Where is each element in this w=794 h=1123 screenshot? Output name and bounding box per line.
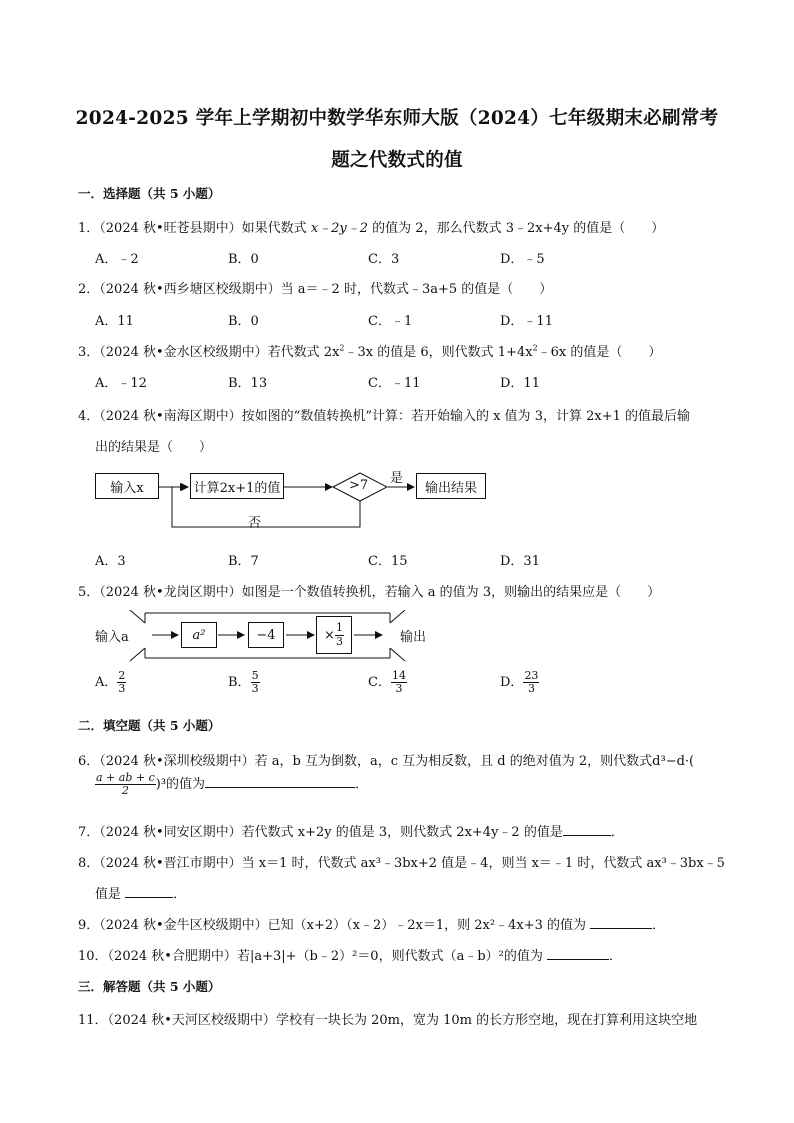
option-b: B．13 [228, 376, 268, 391]
question-source: （2024 秋•深圳校级期中） [99, 754, 255, 769]
question-9: 9．（2024 秋•金牛区校级期中）已知（x+2）（x﹣2）﹣2x＝1，则 2x²﹣4x+3 的值为 ． [78, 918, 666, 933]
option-d: D．﹣11 [500, 314, 553, 329]
fraction: $\frac{14}{3}$ [391, 669, 406, 696]
question-text: 如果代数式 [241, 221, 311, 236]
exponent: 2 [339, 343, 345, 353]
fraction: $\frac{2}{3}$ [118, 669, 126, 696]
question-4-continued: 出的结果是（ ） [95, 440, 213, 455]
option-b: B．0 [228, 252, 259, 267]
document-title-line2: 题之代数式的值 [331, 150, 463, 171]
question-2 [78, 278, 552, 297]
question-number: 10． [78, 949, 108, 964]
fraction: $\frac{1}{3}$ [335, 621, 343, 648]
exponent: 2 [532, 343, 538, 353]
option-a: A．﹣2 [95, 252, 139, 267]
question-text: 当 x＝1 时，代数式 ax³﹣3bx+2 值是﹣4，则当 x＝﹣1 时，代数式 ax³﹣3bx﹣5 [241, 856, 725, 871]
question-number: 3． [78, 345, 100, 360]
question-source: （2024 秋•龙岗区期中） [99, 585, 242, 600]
section-heading-answer: 三．解答题（共 5 小题） [78, 979, 221, 994]
question-number: 8． [78, 856, 100, 871]
question-1 [78, 217, 664, 236]
square-step-box: a² [181, 622, 217, 648]
option-c: C．3 [368, 252, 400, 267]
question-text: 的值为 2，那么代数式 3﹣2x+4y 的值是（ ） [368, 221, 665, 236]
answer-blank[interactable] [205, 787, 355, 788]
question-source: （2024 秋•西乡塘区校级期中） [99, 282, 281, 297]
question-number: 2． [78, 282, 100, 297]
option-b: B．0 [228, 314, 259, 329]
section-heading-fill: 二．填空题（共 5 小题） [78, 718, 221, 733]
option-b: B．7 [228, 554, 259, 569]
question-number: 9． [78, 918, 100, 933]
output-box: 输出结果 [416, 473, 486, 499]
question-text: 按如图的“数值转换机”计算：若开始输入的 x 值为 3，计算 2x+1 的值最后输 [241, 409, 690, 424]
input-box: 输入x [95, 473, 159, 499]
question-text: 若|a+3|+（b﹣2）²＝0，则代数式（a﹣b）²的值为 [236, 949, 543, 964]
question-6 [78, 750, 694, 769]
output-label: 输出 [400, 630, 427, 645]
option-d: D．11 [500, 376, 540, 391]
question-text: ﹣3x 的值是 6，则代数式 1+4x [344, 345, 533, 360]
question-source: （2024 秋•旺苍县期中） [99, 221, 242, 236]
question-4 [78, 405, 690, 424]
question-3 [78, 341, 661, 360]
yes-label: 是 [390, 471, 404, 486]
option-a: A．11 [95, 314, 134, 329]
document-title-line1: 2024-2025 学年上学期初中数学华东师大版（2024）七年级期末必刷常考 [75, 108, 719, 129]
question-text: 已知（x+2）（x﹣2）﹣2x＝1，则 2x²﹣4x+3 的值为 [267, 918, 586, 933]
fraction: $\frac{a + ab + c}{2}$ [96, 771, 155, 798]
compute-box: 计算2x+1的值 [190, 473, 284, 499]
question-11 [78, 1009, 697, 1028]
answer-blank[interactable] [563, 835, 611, 836]
question-text: ﹣6x 的值是（ ） [537, 345, 662, 360]
question-7: 7．（2024 秋•同安区期中）若代数式 x+2y 的值是 3，则代数式 2x+4y﹣2 的值是 ． [78, 825, 624, 840]
option-d: D．31 [500, 554, 540, 569]
question-source: （2024 秋•南海区期中） [99, 409, 242, 424]
question-source: （2024 秋•同安区期中） [99, 825, 242, 840]
answer-blank[interactable] [590, 928, 652, 929]
option-d: D．﹣5 [500, 252, 545, 267]
option-c: C．﹣11 [368, 376, 421, 391]
question-source: （2024 秋•金水区校级期中） [99, 345, 268, 360]
question-6-continued: $\frac{a + ab + c}{2}$ )³的值为 ． [96, 771, 369, 798]
question-number: 5． [78, 585, 100, 600]
question-text: 若代数式 2x [267, 345, 340, 360]
fraction: $\frac{23}{3}$ [524, 669, 539, 696]
input-label: 输入a [95, 630, 129, 645]
option-a: A．3 [95, 554, 126, 569]
question-8-continued: 值是 ． [95, 887, 187, 902]
question-text: 当 a＝﹣2 时，代数式﹣3a+5 的值是（ ） [280, 282, 553, 297]
math-expression: x﹣2y﹣2 [310, 221, 369, 236]
question-number: 1． [78, 221, 100, 236]
question-text: 若 a，b 互为倒数，a，c 互为相反数，且 d 的绝对值为 2，则代数式d³−d·( [254, 754, 695, 769]
question-text: 学校有一块长为 20m，宽为 10m 的长方形空地，现在打算利用这块空地 [275, 1013, 698, 1028]
option-a: A． $\frac{2}{3}$ [95, 669, 126, 696]
question-number: 4． [78, 409, 100, 424]
question-number: 7． [78, 825, 100, 840]
fraction: $\frac{5}{3}$ [251, 669, 259, 696]
question-number: 11． [78, 1013, 108, 1028]
question-text: 若代数式 x+2y 的值是 3，则代数式 2x+4y﹣2 的值是 [241, 825, 563, 840]
option-c: C．15 [368, 554, 408, 569]
question-source: （2024 秋•合肥期中） [107, 949, 237, 964]
question-source: （2024 秋•天河区校级期中） [107, 1013, 276, 1028]
question-source: （2024 秋•金牛区校级期中） [99, 918, 268, 933]
multiply-step-box [316, 616, 352, 654]
answer-blank[interactable] [547, 959, 609, 960]
section-heading-choice: 一．选择题（共 5 小题） [78, 186, 221, 201]
question-10: 10．（2024 秋•合肥期中）若|a+3|+（b﹣2）²＝0，则代数式（a﹣b）²的值为 ． [78, 949, 623, 964]
option-a: A．﹣12 [95, 376, 147, 391]
option-c: C． $\frac{14}{3}$ [368, 669, 406, 696]
answer-blank[interactable] [125, 897, 173, 898]
question-source: （2024 秋•晋江市期中） [99, 856, 242, 871]
no-label: 否 [248, 516, 262, 531]
option-d: D． $\frac{23}{3}$ [500, 669, 539, 696]
question-8 [78, 852, 725, 871]
option-b: B． $\frac{5}{3}$ [228, 669, 259, 696]
option-c: C．﹣1 [368, 314, 413, 329]
question-5 [78, 581, 660, 600]
multiply-sign: × [324, 627, 335, 643]
condition-label: >7 [349, 478, 369, 493]
question-text: 如图是一个数值转换机，若输入 a 的值为 3，则输出的结果应是（ ） [241, 585, 661, 600]
subtract-step-box: −4 [248, 622, 284, 648]
question-number: 6． [78, 754, 100, 769]
